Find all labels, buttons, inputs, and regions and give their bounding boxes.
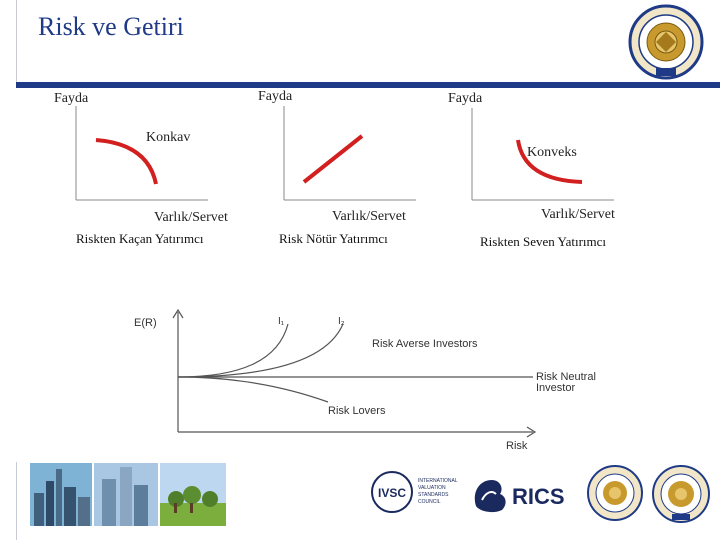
footer-seal-2-logo (650, 464, 712, 524)
header-divider (16, 82, 720, 88)
risk-neutral-label-2: Investor (536, 382, 576, 394)
ivsc-caption-line: STANDARDS (418, 492, 449, 498)
rics-logo-text: RICS (512, 484, 565, 509)
city-photos (30, 463, 226, 526)
panel1-curve-label: Konkav (146, 130, 191, 145)
linear-curve (304, 136, 362, 182)
y-axis-label: E(R) (134, 317, 157, 329)
ivsc-caption-line: VALUATION (418, 485, 446, 491)
panel1-axes (70, 106, 210, 204)
panel3-caption: Riskten Seven Yatırımcı (480, 234, 607, 249)
panel3-curve-label: Konveks (527, 145, 577, 160)
x-axis-label: Risk (506, 440, 528, 452)
ivsc-caption-line: INTERNATIONAL (418, 478, 458, 484)
header-left-rule (16, 0, 17, 88)
panel1-y-label: Fayda (54, 91, 89, 106)
rics-logo (470, 472, 578, 516)
ivsc-logo-text: IVSC (377, 486, 407, 500)
risk-averse-label: Risk Averse Investors (372, 338, 478, 350)
risk-lovers-label: Risk Lovers (328, 405, 386, 417)
university-seal-logo (626, 4, 706, 80)
risk-neutral-label-1: Risk Neutral (536, 371, 596, 383)
ivsc-caption (418, 478, 470, 506)
curve-label-i1: I₁ (278, 316, 285, 327)
page-title: Risk ve Getiri (38, 12, 184, 41)
ivsc-caption-line: COUNCIL (418, 499, 441, 505)
footer-left-rule (16, 462, 17, 540)
panel1-caption: Riskten Kaçan Yatırımcı (76, 231, 204, 246)
concave-curve (96, 140, 156, 184)
footer-seal-1-logo (586, 464, 644, 522)
panel3-x-label: Varlık/Servet (541, 207, 615, 222)
curve-i2 (178, 324, 343, 377)
panel2-caption: Risk Nötür Yatırımcı (279, 231, 388, 246)
curve-label-i2: I₂ (338, 316, 345, 327)
risk-lovers-curve (178, 377, 328, 402)
panel2-axes (278, 104, 418, 204)
panel2-x-label: Varlık/Servet (332, 209, 406, 224)
panel2-y-label: Fayda (258, 89, 293, 104)
indifference-chart (128, 304, 628, 452)
ivsc-logo (370, 470, 414, 514)
panel1-x-label: Varlık/Servet (154, 210, 228, 225)
panel3-y-label: Fayda (448, 91, 483, 106)
